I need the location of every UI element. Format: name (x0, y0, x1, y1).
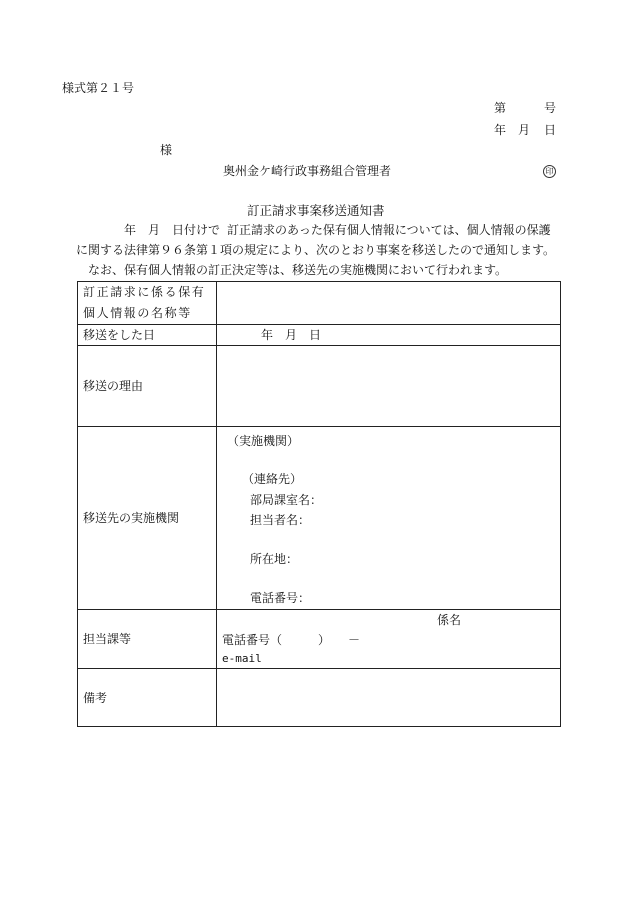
destination-agency-label: （実施機関） (227, 434, 300, 448)
destination-address-label: 所在地： (250, 552, 299, 566)
destination-phone-label: 電話番号： (250, 591, 311, 605)
row-label-reason: 移送の理由 (78, 346, 217, 427)
row-value-remarks (217, 669, 561, 727)
department-phone-label: 電話番号（ ） － (222, 633, 361, 647)
destination-person-label: 担当者名： (250, 513, 311, 527)
destination-contact-label: （連絡先） (242, 472, 303, 486)
row-label-transfer-date: 移送をした日 (78, 325, 217, 346)
table-row (78, 325, 561, 346)
sender-name: 奥州金ケ崎行政事務組合管理者 (223, 164, 392, 178)
body-line2: に関する法律第９６条第１項の規定により、次のとおり事案を移送したので通知します。 (76, 243, 556, 257)
row-value-reason (217, 346, 561, 427)
row-label-info-name: 訂正請求に係る保有 個人情報の名称等 (78, 282, 217, 325)
table-row (78, 669, 561, 727)
date-day: 日 (544, 123, 557, 137)
doc-number-suffix: 号 (544, 101, 557, 115)
body-line3: なお、保有個人情報の訂正決定等は、移送先の実施機関において行われます。 (88, 263, 508, 277)
table-row (78, 427, 561, 610)
department-email-label: e-mail (222, 652, 262, 665)
transfer-form-table (77, 281, 561, 727)
form-number: 様式第２１号 (62, 81, 135, 95)
table-row (78, 346, 561, 427)
row-value-info-name (217, 282, 561, 325)
addressee-suffix: 様 (160, 143, 173, 157)
destination-dept-label: 部局課室名： (250, 493, 323, 507)
seal-mark (543, 164, 556, 178)
seal-icon: 印 (543, 165, 556, 178)
row-value-destination (217, 427, 561, 610)
body-line1-rest: 訂正請求のあった保有個人情報については、個人情報の保護 (227, 223, 551, 237)
table-row (78, 282, 561, 325)
date-year: 年 (494, 123, 507, 137)
body-line1-date: 年 月 日付けで (124, 223, 221, 237)
table-row (78, 610, 561, 669)
row-value-transfer-date: 年 月 日 (217, 325, 561, 346)
row-label-destination: 移送先の実施機関 (78, 427, 217, 610)
row-label-remarks: 備考 (78, 669, 217, 727)
row-label-department: 担当課等 (78, 610, 217, 669)
row-value-department (217, 610, 561, 669)
document-title: 訂正請求事案移送通知書 (247, 203, 385, 218)
date-month: 月 (518, 123, 531, 137)
department-kakari-label: 係名 (437, 613, 462, 627)
doc-number-prefix: 第 (494, 101, 507, 115)
